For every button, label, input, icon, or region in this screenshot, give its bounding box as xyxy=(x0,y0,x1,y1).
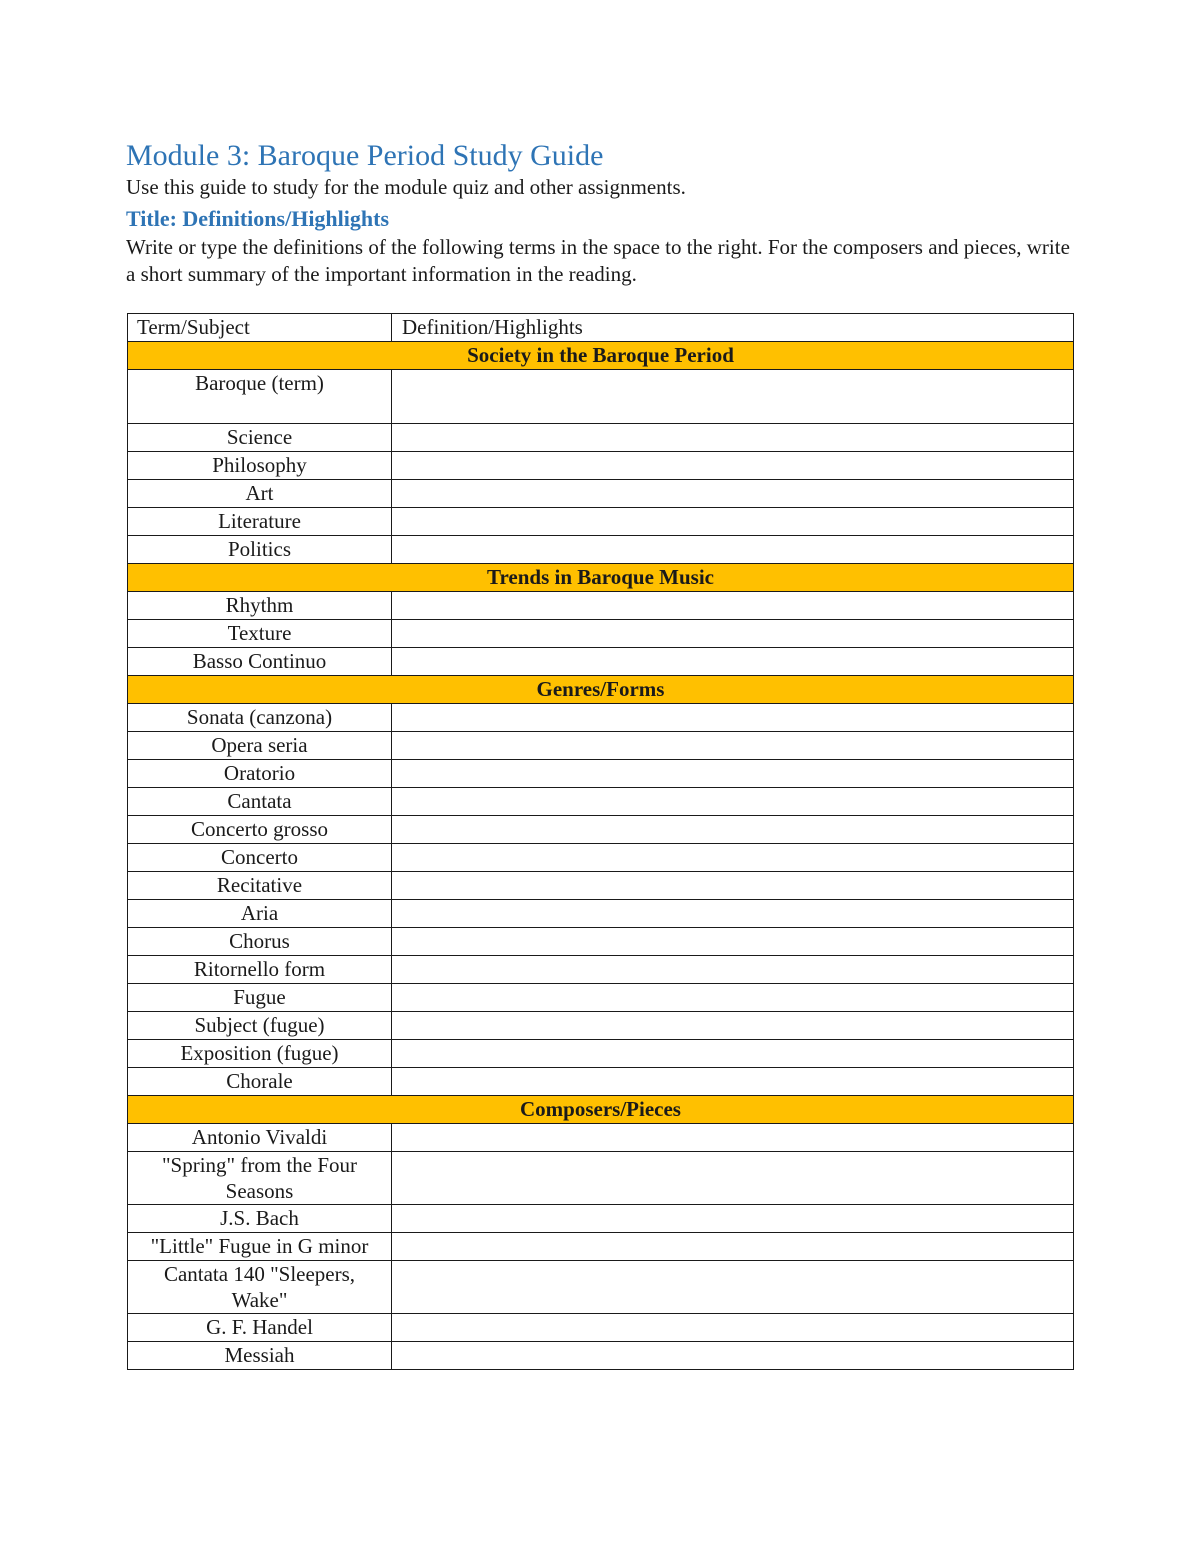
term-cell: Art xyxy=(128,480,392,508)
term-cell: Baroque (term) xyxy=(128,370,392,424)
term-cell: "Little" Fugue in G minor xyxy=(128,1233,392,1261)
table-row xyxy=(128,788,1074,816)
term-cell: Science xyxy=(128,424,392,452)
definition-cell[interactable] xyxy=(392,1314,1074,1342)
definition-cell[interactable] xyxy=(392,956,1074,984)
table-row xyxy=(128,816,1074,844)
term-cell: J.S. Bach xyxy=(128,1205,392,1233)
table-row xyxy=(128,1205,1074,1233)
definition-cell[interactable] xyxy=(392,816,1074,844)
table-row xyxy=(128,508,1074,536)
definition-cell[interactable] xyxy=(392,900,1074,928)
table-row xyxy=(128,452,1074,480)
table-row xyxy=(128,1314,1074,1342)
section-row xyxy=(128,676,1074,704)
term-cell: Politics xyxy=(128,536,392,564)
table-row xyxy=(128,648,1074,676)
term-cell: Oratorio xyxy=(128,760,392,788)
table-row xyxy=(128,1152,1074,1205)
header-term: Term/Subject xyxy=(128,314,392,342)
term-cell: Ritornello form xyxy=(128,956,392,984)
definition-cell[interactable] xyxy=(392,1068,1074,1096)
term-cell: Concerto grosso xyxy=(128,816,392,844)
table-row xyxy=(128,1012,1074,1040)
definition-cell[interactable] xyxy=(392,480,1074,508)
definition-cell[interactable] xyxy=(392,1012,1074,1040)
definition-cell[interactable] xyxy=(392,872,1074,900)
term-cell: Rhythm xyxy=(128,592,392,620)
table-row xyxy=(128,1068,1074,1096)
table-row xyxy=(128,1261,1074,1314)
section-title: Trends in Baroque Music xyxy=(128,564,1074,592)
term-cell: Recitative xyxy=(128,872,392,900)
table-row xyxy=(128,1124,1074,1152)
table-row xyxy=(128,872,1074,900)
term-cell: Chorale xyxy=(128,1068,392,1096)
table-row xyxy=(128,424,1074,452)
table-row xyxy=(128,1342,1074,1370)
table-row xyxy=(128,1233,1074,1261)
section-title: Genres/Forms xyxy=(128,676,1074,704)
definition-cell[interactable] xyxy=(392,704,1074,732)
definition-cell[interactable] xyxy=(392,1152,1074,1205)
table-row xyxy=(128,956,1074,984)
definition-cell[interactable] xyxy=(392,1233,1074,1261)
section-row xyxy=(128,564,1074,592)
term-cell: Philosophy xyxy=(128,452,392,480)
term-cell: Sonata (canzona) xyxy=(128,704,392,732)
definition-cell[interactable] xyxy=(392,452,1074,480)
definition-cell[interactable] xyxy=(392,424,1074,452)
term-cell: Aria xyxy=(128,900,392,928)
table-row xyxy=(128,704,1074,732)
term-cell: Fugue xyxy=(128,984,392,1012)
instructions: Write or type the definitions of the following terms in the space to the right. For the composers and pieces, write a short summary of the important information in the reading. xyxy=(126,235,1070,286)
table-row xyxy=(128,928,1074,956)
section-title: Society in the Baroque Period xyxy=(128,342,1074,370)
definition-cell[interactable] xyxy=(392,1040,1074,1068)
definition-cell[interactable] xyxy=(392,788,1074,816)
table-row xyxy=(128,984,1074,1012)
section-heading: Title: Definitions/Highlights xyxy=(126,206,390,231)
term-cell: Exposition (fugue) xyxy=(128,1040,392,1068)
term-cell: G. F. Handel xyxy=(128,1314,392,1342)
term-cell: Cantata xyxy=(128,788,392,816)
definition-cell[interactable] xyxy=(392,620,1074,648)
term-cell: Messiah xyxy=(128,1342,392,1370)
section-row xyxy=(128,342,1074,370)
table-row xyxy=(128,732,1074,760)
table-row xyxy=(128,536,1074,564)
term-cell: Subject (fugue) xyxy=(128,1012,392,1040)
table-row xyxy=(128,592,1074,620)
table-header-row xyxy=(128,314,1074,342)
definition-cell[interactable] xyxy=(392,760,1074,788)
term-cell: Texture xyxy=(128,620,392,648)
term-cell: Basso Continuo xyxy=(128,648,392,676)
term-cell: Opera seria xyxy=(128,732,392,760)
term-cell: Antonio Vivaldi xyxy=(128,1124,392,1152)
term-cell: Concerto xyxy=(128,844,392,872)
term-cell: "Spring" from the Four Seasons xyxy=(128,1152,392,1205)
table-row xyxy=(128,900,1074,928)
definition-cell[interactable] xyxy=(392,536,1074,564)
definition-cell[interactable] xyxy=(392,928,1074,956)
table-row xyxy=(128,844,1074,872)
definition-cell[interactable] xyxy=(392,592,1074,620)
table-row xyxy=(128,760,1074,788)
table-row xyxy=(128,1040,1074,1068)
definition-cell[interactable] xyxy=(392,1261,1074,1314)
definition-cell[interactable] xyxy=(392,1205,1074,1233)
definition-cell[interactable] xyxy=(392,508,1074,536)
section-title: Composers/Pieces xyxy=(128,1096,1074,1124)
definition-cell[interactable] xyxy=(392,732,1074,760)
definition-cell[interactable] xyxy=(392,844,1074,872)
table-row xyxy=(128,620,1074,648)
document-title: Module 3: Baroque Period Study Guide xyxy=(126,139,604,172)
section-row xyxy=(128,1096,1074,1124)
table-row xyxy=(128,370,1074,424)
document-subtitle: Use this guide to study for the module quiz and other assignments. xyxy=(126,175,686,199)
term-cell: Literature xyxy=(128,508,392,536)
definition-cell[interactable] xyxy=(392,1342,1074,1370)
definition-cell[interactable] xyxy=(392,648,1074,676)
definition-cell[interactable] xyxy=(392,984,1074,1012)
definition-cell[interactable] xyxy=(392,1124,1074,1152)
study-guide-table xyxy=(127,313,1074,1370)
term-cell: Chorus xyxy=(128,928,392,956)
term-cell: Cantata 140 "Sleepers, Wake" xyxy=(128,1261,392,1314)
header-definition: Definition/Highlights xyxy=(392,314,1074,342)
definition-cell[interactable] xyxy=(392,370,1074,424)
table-row xyxy=(128,480,1074,508)
